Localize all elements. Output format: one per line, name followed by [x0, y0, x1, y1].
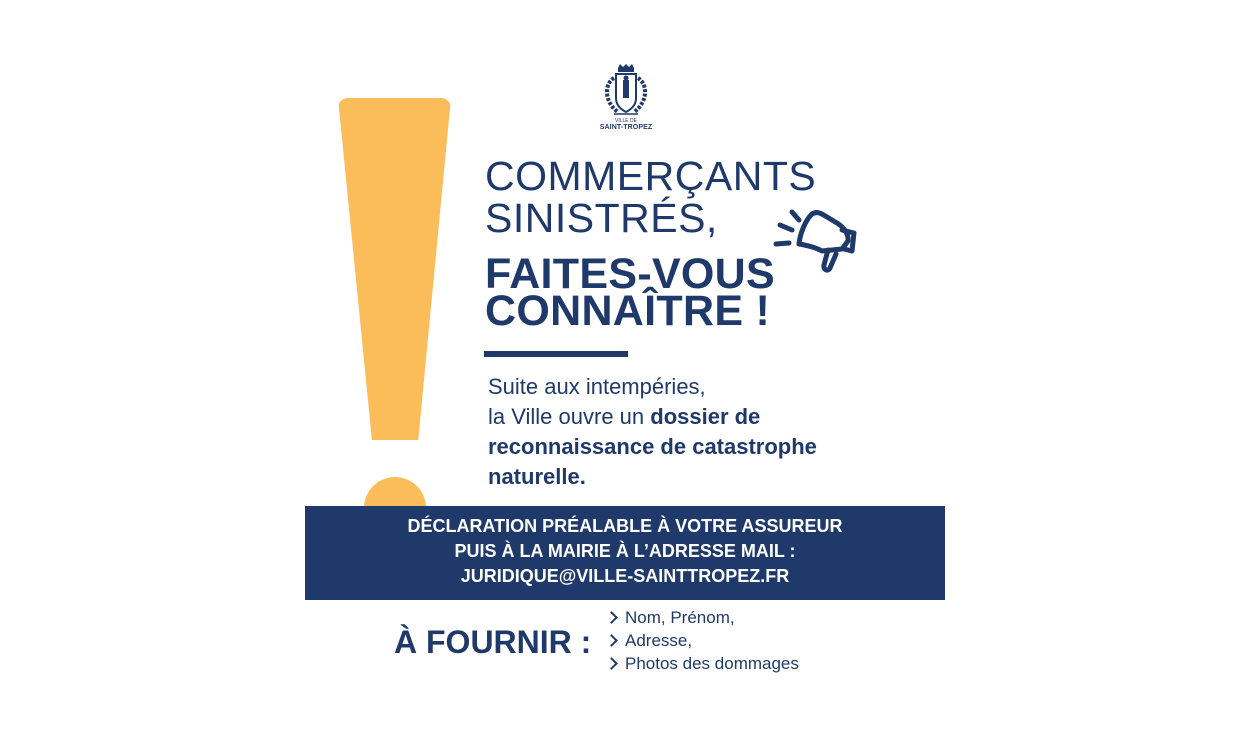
- intro-paragraph: [488, 372, 888, 492]
- logo-title: SAINT-TROPEZ: [599, 124, 653, 131]
- list-item-text: Nom, Prénom,: [625, 608, 735, 627]
- headline-line-2: SINISTRÉS,: [485, 195, 718, 241]
- chevron-right-icon: [605, 611, 618, 624]
- headline-line-4: CONNAÎTRE !: [485, 287, 771, 335]
- paragraph-line-3: [488, 432, 888, 462]
- declaration-banner: [305, 506, 945, 600]
- headline-line-1: COMMERÇANTS: [485, 153, 817, 199]
- paragraph-line-2: [488, 402, 888, 432]
- headline-line-3: FAITES-VOUS: [485, 250, 776, 298]
- banner-email: JURIDIQUE@VILLE-SAINTTROPEZ.FR: [460, 566, 790, 586]
- paragraph-line-3-bold: reconnaissance de catastrophe: [488, 434, 817, 459]
- list-item-text: Adresse,: [625, 631, 693, 650]
- banner-line-1: DÉCLARATION PRÉALABLE À VOTRE ASSUREUR: [407, 516, 843, 536]
- chevron-right-icon: [605, 657, 618, 670]
- logo-subtitle: VILLE DE: [615, 118, 637, 124]
- list-item: [608, 606, 799, 629]
- provide-list: [608, 606, 799, 675]
- chevron-right-icon: [605, 634, 618, 647]
- headline-underline: [484, 351, 628, 357]
- coat-of-arms-icon: [600, 64, 652, 118]
- paragraph-line-2-bold: dossier de: [650, 404, 761, 429]
- megaphone-icon: [772, 203, 862, 283]
- banner-line-2: PUIS À LA MAIRIE À L’ADRESSE MAIL :: [454, 541, 796, 561]
- provide-label: À FOURNIR :: [394, 624, 592, 660]
- paragraph-line-4: [488, 462, 888, 492]
- headline-bottom: [485, 250, 776, 335]
- paragraph-line-4-bold: naturelle.: [488, 464, 586, 489]
- paragraph-line-2-normal: la Ville ouvre un: [488, 404, 651, 429]
- list-item: [608, 629, 799, 652]
- list-item-text: Photos des dommages: [625, 654, 799, 673]
- exclamation-bar: [338, 98, 451, 440]
- headline-top: [485, 155, 816, 239]
- paragraph-line-1: Suite aux intempéries,: [488, 374, 706, 399]
- list-item: [608, 652, 799, 675]
- city-logo: [594, 64, 658, 138]
